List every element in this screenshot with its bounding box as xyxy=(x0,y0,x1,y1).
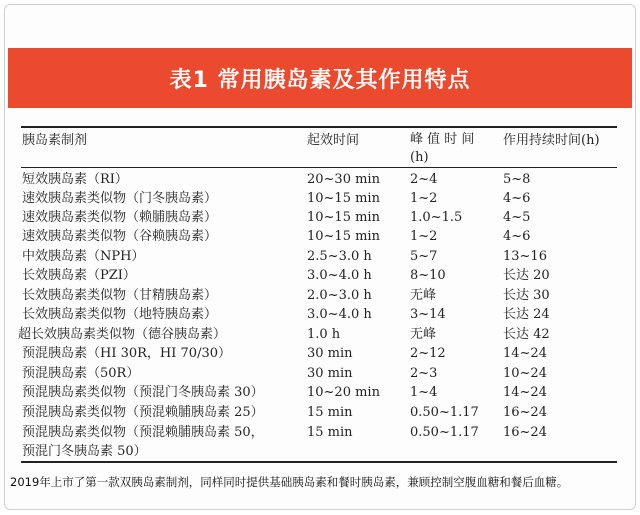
row-onset: 30 min xyxy=(307,366,353,381)
row-peak: 8~10 xyxy=(410,268,446,283)
row-duration: 长达 42 xyxy=(503,327,550,342)
row-preparation: 速效胰岛素类似物（谷赖胰岛素） xyxy=(22,229,218,244)
row-duration: 16~24 xyxy=(503,405,547,420)
row-preparation: 预混胰岛素类似物（预混赖脯胰岛素 50， xyxy=(22,425,264,440)
header-peak-unit: (h) xyxy=(410,150,429,165)
row-onset: 1.0 h xyxy=(307,327,341,342)
row-preparation: 短效胰岛素（RI） xyxy=(22,172,128,187)
row-preparation: 长效胰岛素类似物（地特胰岛素） xyxy=(22,307,218,322)
row-duration: 4~6 xyxy=(503,229,531,244)
row-peak: 3~14 xyxy=(410,307,446,322)
row-preparation: 中效胰岛素（NPH） xyxy=(22,249,145,264)
row-duration: 10~24 xyxy=(503,366,547,381)
row-peak: 无峰 xyxy=(410,288,437,303)
header-peak-label: 峰 值 时 间 xyxy=(410,132,475,147)
row-peak: 1.0~1.5 xyxy=(410,210,463,225)
row-peak: 0.50~1.17 xyxy=(410,425,479,440)
row-onset: 15 min xyxy=(307,405,353,420)
row-duration: 长达 24 xyxy=(503,307,550,322)
row-peak: 5~7 xyxy=(410,249,438,264)
row-onset: 10~15 min xyxy=(307,191,380,206)
table-top-rule xyxy=(21,126,617,128)
header-duration: 作用持续时间(h) xyxy=(503,133,600,148)
row-peak: 1~2 xyxy=(410,191,438,206)
row-peak: 0.50~1.17 xyxy=(410,405,479,420)
row-preparation: 长效胰岛素类似物（甘精胰岛素） xyxy=(22,288,218,303)
row-peak: 2~4 xyxy=(410,172,438,187)
row-onset: 3.0~4.0 h xyxy=(307,268,372,283)
row-preparation: 预混胰岛素类似物（预混赖脯胰岛素 25） xyxy=(22,405,264,420)
table-bottom-rule xyxy=(21,461,617,463)
row-onset: 20~30 min xyxy=(307,172,380,187)
row-onset: 2.5~3.0 h xyxy=(307,249,372,264)
row-preparation: 长效胰岛素（PZI） xyxy=(22,268,136,283)
row-preparation: 速效胰岛素类似物（赖脯胰岛素） xyxy=(22,210,218,225)
row-peak: 2~12 xyxy=(410,346,446,361)
row-duration: 5~8 xyxy=(503,172,531,187)
footnote: 2019年上市了第一款双胰岛素制剂，同样同时提供基础胰岛素和餐时胰岛素，兼顾控制空腹血糖和餐后血糖。 xyxy=(10,475,569,489)
header-onset: 起效时间 xyxy=(307,133,360,148)
row-preparation: 预混门冬胰岛素 50） xyxy=(22,444,147,459)
row-onset: 10~15 min xyxy=(307,210,380,225)
table-header-rule xyxy=(21,167,617,168)
row-duration: 4~5 xyxy=(503,210,531,225)
row-duration: 14~24 xyxy=(503,385,547,400)
row-preparation: 预混胰岛素类似物（预混门冬胰岛素 30） xyxy=(22,385,264,400)
row-peak: 2~3 xyxy=(410,366,438,381)
header-peak xyxy=(410,131,474,167)
row-onset: 3.0~4.0 h xyxy=(307,307,372,322)
row-duration: 长达 20 xyxy=(503,268,550,283)
row-preparation: 预混胰岛素（50R） xyxy=(22,366,140,381)
row-duration: 16~24 xyxy=(503,425,547,440)
row-preparation: 超长效胰岛素类似物（德谷胰岛素） xyxy=(18,327,227,342)
row-preparation: 速效胰岛素类似物（门冬胰岛素） xyxy=(22,191,218,206)
row-onset: 10~20 min xyxy=(307,385,380,400)
row-onset: 15 min xyxy=(307,425,353,440)
table-title: 表1 常用胰岛素及其作用特点 xyxy=(169,67,471,93)
row-peak: 无峰 xyxy=(410,327,437,342)
row-onset: 2.0~3.0 h xyxy=(307,288,372,303)
row-onset: 10~15 min xyxy=(307,229,380,244)
title-banner xyxy=(8,48,632,108)
row-preparation: 预混胰岛素（HI 30R，HI 70/30） xyxy=(22,346,232,361)
row-duration: 长达 30 xyxy=(503,288,550,303)
row-peak: 1~4 xyxy=(410,385,438,400)
row-peak: 1~2 xyxy=(410,229,438,244)
row-duration: 13~16 xyxy=(503,249,547,264)
row-duration: 14~24 xyxy=(503,346,547,361)
row-onset: 30 min xyxy=(307,346,353,361)
row-duration: 4~6 xyxy=(503,191,531,206)
header-preparation: 胰岛素制剂 xyxy=(22,133,88,148)
